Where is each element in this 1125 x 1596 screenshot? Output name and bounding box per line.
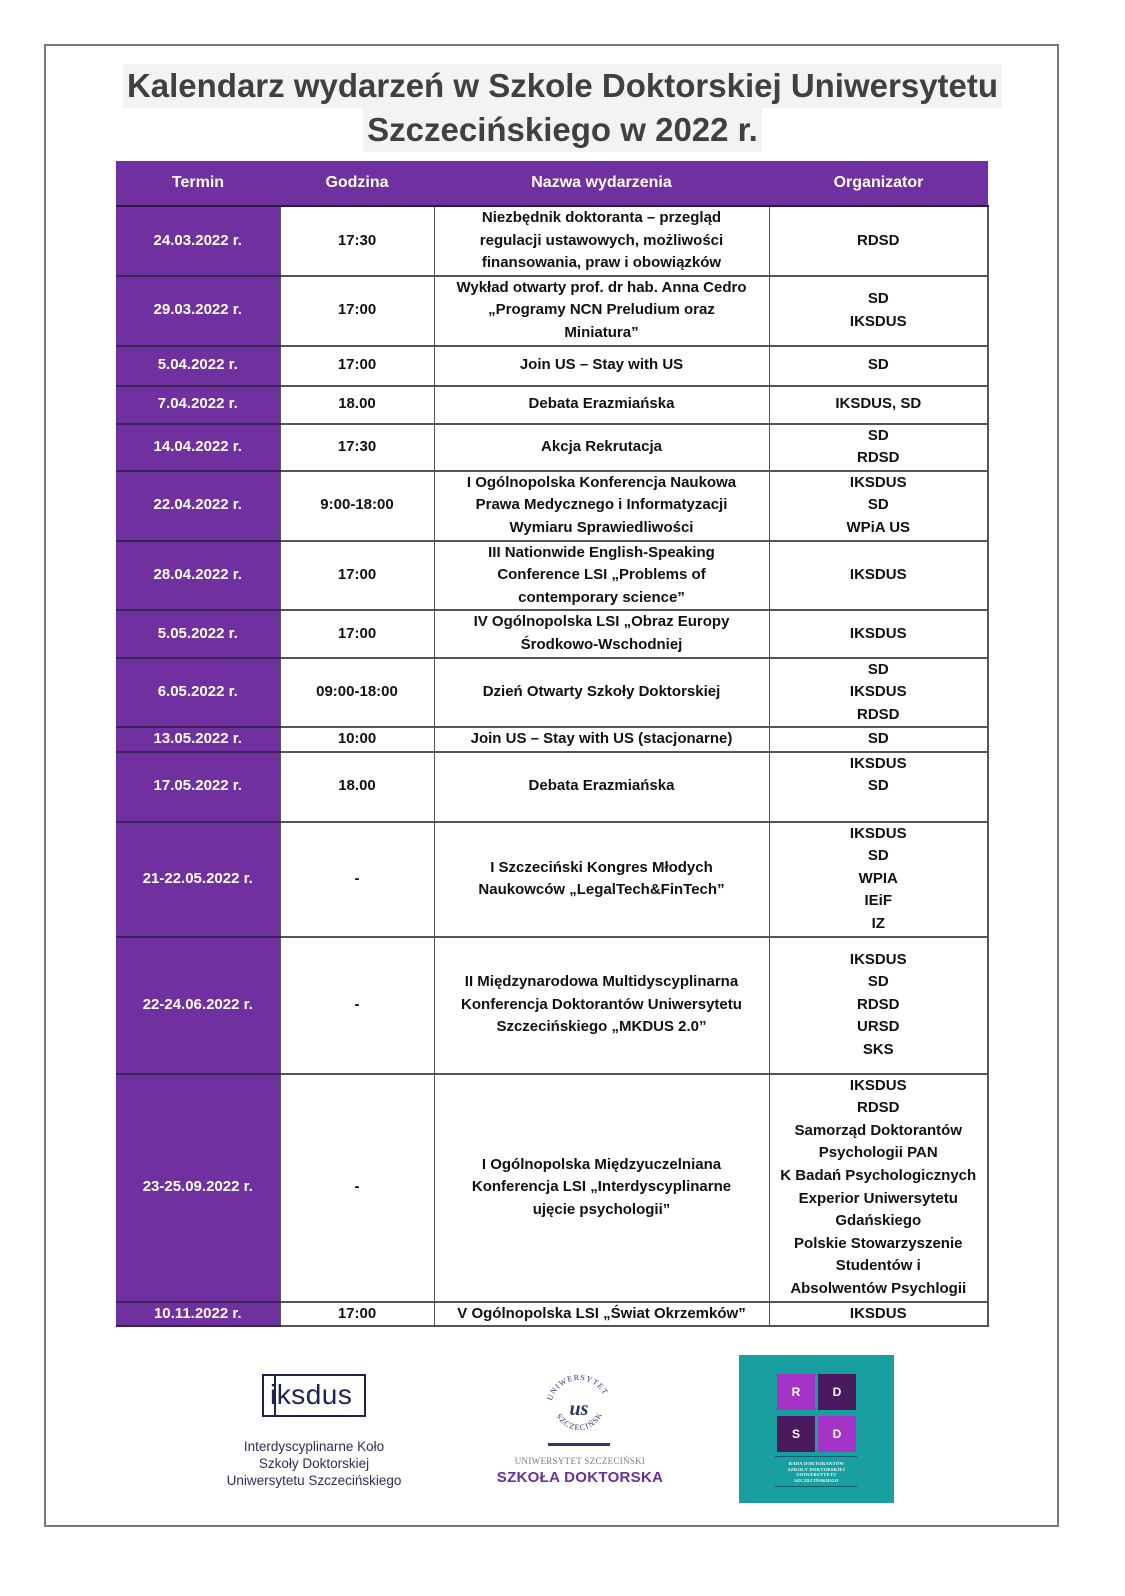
event-line: Naukowców „LegalTech&FinTech” <box>478 881 725 899</box>
event-line: Join US – Stay with US <box>519 356 684 374</box>
table-row <box>116 346 988 386</box>
organizer-line: IKSDUS, SD <box>835 395 922 413</box>
cell-date: 17.05.2022 r. <box>116 752 280 822</box>
cell-time: 17:00 <box>280 541 434 611</box>
cell-date: 6.05.2022 r. <box>116 658 280 728</box>
us-doctoral-school: SZKOŁA DOKTORSKA <box>496 1469 664 1486</box>
iksdus-logo <box>262 1374 366 1417</box>
table-row <box>116 1302 988 1327</box>
cell-organizer <box>769 424 988 471</box>
organizer-line: IKSDUS <box>849 624 907 642</box>
cell-organizer <box>769 1302 988 1327</box>
rdsd-logo <box>739 1355 894 1503</box>
organizer-line: URSD <box>856 1018 900 1036</box>
event-line: II Międzynarodowa Multidyscyplinarna <box>464 973 739 991</box>
organizer-line: WPIA <box>858 869 898 887</box>
table-row <box>116 206 988 276</box>
cell-time: 10:00 <box>280 727 434 752</box>
cell-event <box>434 541 769 611</box>
organizer-line: Absolwentów Psychlogii <box>790 1279 967 1297</box>
iksdus-caption-line: Uniwersytetu Szczecińskiego <box>226 1473 402 1488</box>
event-line: „Programy NCN Preludium oraz <box>488 301 715 319</box>
organizer-line: RDSD <box>856 705 900 723</box>
event-line: regulacji ustawowych, możliwości <box>479 231 724 249</box>
event-line: Debata Erazmiańska <box>528 777 675 795</box>
cell-event <box>434 1302 769 1327</box>
header-termin: Termin <box>116 161 280 206</box>
cell-time: 17:00 <box>280 276 434 346</box>
cell-organizer <box>769 1074 988 1302</box>
organizer-line: RDSD <box>856 449 900 467</box>
rdsd-square-d2: D <box>818 1416 856 1452</box>
event-line: Szczecińskiego „MKDUS 2.0” <box>496 1018 707 1036</box>
cell-date: 13.05.2022 r. <box>116 727 280 752</box>
iksdus-caption <box>200 1438 428 1489</box>
organizer-line: WPiA US <box>846 518 911 536</box>
rdsd-caption-line: RADA DOKTORANTÓW <box>788 1461 845 1466</box>
cell-date: 7.04.2022 r. <box>116 386 280 424</box>
header-organizator: Organizator <box>769 161 988 206</box>
rdsd-caption-line: SZCZECIŃSKIEGO <box>794 1477 839 1483</box>
organizer-line: Samorząd Doktorantów <box>794 1121 963 1139</box>
cell-organizer <box>769 206 988 276</box>
event-line: Środkowo-Wschodniej <box>520 635 683 653</box>
rdsd-square-r: R <box>777 1374 815 1410</box>
title-line-1: Kalendarz wydarzeń w Szkole Doktorskiej Uniwersytetu <box>123 64 1002 108</box>
event-line: I Szczeciński Kongres Młodych <box>490 858 713 876</box>
organizer-line: SD <box>867 973 889 991</box>
cell-event <box>434 276 769 346</box>
cell-event <box>434 346 769 386</box>
organizer-line <box>774 798 984 821</box>
cell-organizer <box>769 658 988 728</box>
cell-date: 29.03.2022 r. <box>116 276 280 346</box>
us-divider <box>548 1443 610 1446</box>
iksdus-caption-line: Interdyscyplinarne Koło <box>243 1439 385 1454</box>
table-row <box>116 610 988 657</box>
cell-organizer <box>769 471 988 541</box>
organizer-line: IKSDUS <box>849 1076 907 1094</box>
organizer-line: IKSDUS <box>849 683 907 701</box>
table-row <box>116 276 988 346</box>
cell-date: 22.04.2022 r. <box>116 471 280 541</box>
cell-time: 17:00 <box>280 610 434 657</box>
cell-time: - <box>280 1074 434 1302</box>
table-row <box>116 1074 988 1302</box>
table-header-row <box>116 161 988 206</box>
rdsd-square-d1: D <box>818 1374 856 1410</box>
cell-organizer <box>769 276 988 346</box>
organizer-line: SD <box>867 730 889 748</box>
table-row <box>116 937 988 1074</box>
svg-text:SZCZECIŃSKI: SZCZECIŃSK <box>554 1410 605 1433</box>
cell-event <box>434 658 769 728</box>
cell-date: 22-24.06.2022 r. <box>116 937 280 1074</box>
table-row <box>116 471 988 541</box>
organizer-line: Psychologii PAN <box>818 1144 938 1162</box>
cell-time: 9:00-18:00 <box>280 471 434 541</box>
cell-time: 18.00 <box>280 386 434 424</box>
table-row <box>116 727 988 752</box>
us-name-small: UNIWERSYTET SZCZECIŃSKI <box>514 1456 646 1466</box>
organizer-line: IEiF <box>864 892 892 910</box>
cell-date: 10.11.2022 r. <box>116 1302 280 1327</box>
event-line: V Ogólnopolska LSI „Świat Okrzemków” <box>457 1304 746 1322</box>
organizer-line: IZ <box>871 915 885 933</box>
organizer-line: SD <box>867 660 889 678</box>
event-line: ujęcie psychologii” <box>532 1200 671 1218</box>
cell-date: 21-22.05.2022 r. <box>116 822 280 937</box>
table-row <box>116 541 988 611</box>
cell-time: 17:30 <box>280 424 434 471</box>
organizer-line: IKSDUS <box>849 754 907 772</box>
organizer-line: SD <box>867 290 889 308</box>
organizer-line: SD <box>867 356 889 374</box>
organizer-line: SD <box>867 426 889 444</box>
cell-time: 17:00 <box>280 346 434 386</box>
event-line: Wymiaru Sprawiedliwości <box>509 518 694 536</box>
iksdus-caption-line: Szkoły Doktorskiej <box>258 1456 370 1471</box>
cell-event <box>434 610 769 657</box>
cell-organizer <box>769 386 988 424</box>
event-line: Wykład otwarty prof. dr hab. Anna Cedro <box>456 278 747 296</box>
event-line: IV Ogólnopolska LSI „Obraz Europy <box>473 613 730 631</box>
cell-event <box>434 937 769 1074</box>
rdsd-caption-line: SZKOŁY DOKTORSKIEJ <box>787 1466 846 1472</box>
organizer-line: RDSD <box>856 995 900 1013</box>
organizer-line: IKSDUS <box>849 312 907 330</box>
event-line: I Ogólnopolska Konferencja Naukowa <box>466 473 737 491</box>
cell-date: 24.03.2022 r. <box>116 206 280 276</box>
cell-date: 23-25.09.2022 r. <box>116 1074 280 1302</box>
table-row <box>116 424 988 471</box>
cell-event <box>434 727 769 752</box>
page-title <box>100 64 1025 152</box>
organizer-line: Polskie Stowarzyszenie <box>794 1234 963 1252</box>
cell-organizer <box>769 727 988 752</box>
event-line: Conference LSI „Problems of <box>497 566 706 584</box>
organizer-line: SD <box>867 496 889 514</box>
organizer-line: IKSDUS <box>849 566 907 584</box>
cell-time: 17:00 <box>280 1302 434 1327</box>
table-row <box>116 386 988 424</box>
organizer-line: RDSD <box>856 231 900 249</box>
organizer-line: SKS <box>862 1041 894 1059</box>
table-row <box>116 658 988 728</box>
cell-date: 28.04.2022 r. <box>116 541 280 611</box>
table-row <box>116 822 988 937</box>
cell-organizer <box>769 937 988 1074</box>
cell-event <box>434 471 769 541</box>
rdsd-rule-top <box>775 1456 857 1457</box>
organizer-line: Studentów i <box>835 1257 921 1275</box>
rdsd-rule-bottom <box>775 1486 857 1487</box>
cell-organizer <box>769 752 988 822</box>
organizer-line: Gdańskiego <box>835 1212 922 1230</box>
cell-date: 5.04.2022 r. <box>116 346 280 386</box>
events-table <box>116 161 989 1327</box>
event-line: Join US – Stay with US (stacjonarne) <box>470 730 733 748</box>
title-line-2: Szczecińskiego w 2022 r. <box>363 108 762 152</box>
cell-event <box>434 1074 769 1302</box>
event-line: Prawa Medycznego i Informatyzacji <box>475 496 728 514</box>
header-godzina: Godzina <box>280 161 434 206</box>
event-line: Niezbędnik doktoranta – przegląd <box>481 209 722 226</box>
event-line: Miniatura” <box>564 323 639 341</box>
organizer-line: IKSDUS <box>849 824 907 842</box>
table-row <box>116 752 988 822</box>
event-line: contemporary science” <box>518 588 685 606</box>
rdsd-square-s: S <box>777 1416 815 1452</box>
organizer-line: SD <box>867 847 889 865</box>
rdsd-caption <box>759 1461 874 1483</box>
event-line: I Ogólnopolska Międzyuczelniana <box>481 1155 722 1173</box>
cell-organizer <box>769 541 988 611</box>
event-line: Konferencja LSI „Interdyscyplinarne <box>471 1178 732 1196</box>
university-seal-logo <box>541 1372 617 1438</box>
event-line: III Nationwide English-Speaking <box>488 543 715 561</box>
organizer-line: K Badań Psychologicznych <box>780 1167 977 1184</box>
organizer-line: IKSDUS <box>849 473 907 491</box>
organizer-line: IKSDUS <box>849 950 907 968</box>
rdsd-caption-line: UNIWERSYTETU <box>796 1472 837 1478</box>
us-monogram: us <box>569 1398 589 1420</box>
header-nazwa-wydarzenia: Nazwa wydarzenia <box>434 161 769 206</box>
cell-organizer <box>769 822 988 937</box>
cell-date: 14.04.2022 r. <box>116 424 280 471</box>
cell-event <box>434 206 769 276</box>
event-line: Akcja Rekrutacja <box>541 437 662 455</box>
cell-event <box>434 822 769 937</box>
event-line: Dzień Otwarty Szkoły Doktorskiej <box>482 683 721 701</box>
cell-event <box>434 424 769 471</box>
cell-date: 5.05.2022 r. <box>116 610 280 657</box>
organizer-line: SD <box>867 777 889 795</box>
organizer-line: RDSD <box>856 1099 900 1117</box>
cell-time: 09:00-18:00 <box>280 658 434 728</box>
cell-time: 18.00 <box>280 752 434 822</box>
organizer-line: IKSDUS <box>849 1304 907 1322</box>
cell-event <box>434 386 769 424</box>
event-line: finansowania, praw i obowiązków <box>481 254 722 272</box>
svg-text:UNIWERSYTET: UNIWERSYTET <box>545 1372 611 1402</box>
cell-time: 17:30 <box>280 206 434 276</box>
cell-organizer <box>769 346 988 386</box>
cell-event <box>434 752 769 822</box>
event-line: Debata Erazmiańska <box>528 395 675 413</box>
cell-organizer <box>769 610 988 657</box>
organizer-line: Experior Uniwersytetu <box>798 1189 958 1207</box>
cell-time: - <box>280 822 434 937</box>
event-line: Konferencja Doktorantów Uniwersytetu <box>461 995 742 1013</box>
iksdus-logo-text: iksdus <box>270 1379 353 1410</box>
cell-time: - <box>280 937 434 1074</box>
